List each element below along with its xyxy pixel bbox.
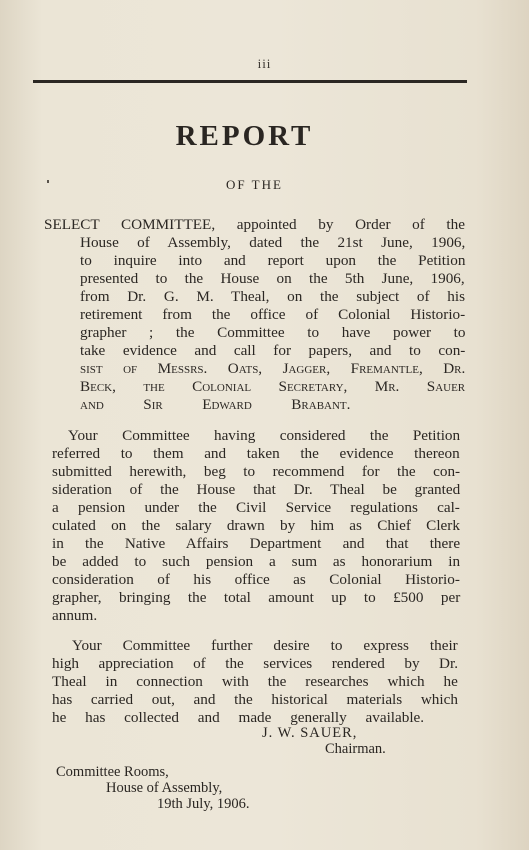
venue-date: 19th July, 1906.: [157, 796, 250, 812]
report-subtitle: OF THE: [226, 177, 283, 192]
header-rule: [33, 80, 467, 83]
paragraph-line: high appreciation of the services rendered by Dr.: [52, 655, 459, 672]
venue-line: House of Assembly,: [106, 780, 223, 796]
paragraph-line: a pension under the Civil Service regulations cal-: [52, 499, 460, 516]
paragraph-line: he has collected and made generally available.: [52, 709, 425, 726]
ink-speck: [47, 180, 49, 183]
paragraph-line: in the Native Affairs Department and that there: [52, 535, 461, 552]
paragraph-line: consideration of his office as Colonial Historio-: [52, 571, 460, 588]
preamble-line: retirement from the office of Colonial Historio-: [80, 306, 466, 323]
preamble-line: to inquire into and report upon the Petition: [80, 252, 466, 269]
preamble-line: Beck, the Colonial Secretary, Mr. Sauer: [80, 378, 466, 395]
preamble-line: grapher ; the Committee to have power to: [80, 324, 466, 341]
paragraph-line: referred to them and taken the evidence thereon: [52, 445, 460, 462]
paragraph-line: annum.: [52, 607, 98, 624]
preamble-line: and Sir Edward Brabant.: [80, 396, 351, 413]
paragraph-line: be added to such pension a sum as honorarium in: [52, 553, 461, 570]
venue-line: Committee Rooms,: [56, 764, 169, 780]
preamble-line: presented to the House on the 5th June, 1906,: [80, 270, 465, 287]
signatory-role: Chairman.: [325, 741, 386, 757]
paragraph-line: submitted herewith, beg to recommend for the con-: [52, 463, 461, 480]
paragraph-line: Your Committee further desire to express their: [72, 637, 458, 654]
paragraph-line: grapher, bringing the total amount up to £500 per: [52, 589, 461, 606]
preamble-line: take evidence and call for papers, and to con-: [80, 342, 466, 359]
preamble-line: sist of Messrs. Oats, Jagger, Fremantle, Dr.: [80, 360, 466, 377]
paragraph-line: Your Committee having considered the Petition: [68, 427, 461, 444]
preamble-line: from Dr. G. M. Theal, on the subject of his: [80, 288, 465, 305]
paragraph-line: culated on the salary drawn by him as Chief Clerk: [52, 517, 460, 534]
paragraph-line: has carried out, and the historical materials which: [52, 691, 458, 708]
preamble-line: House of Assembly, dated the 21st June, 1906,: [80, 234, 466, 251]
paragraph-line: sideration of the House that Dr. Theal be granted: [52, 481, 461, 498]
report-title: REPORT: [175, 120, 314, 152]
preamble-line: SELECT COMMITTEE, appointed by Order of the: [44, 216, 465, 233]
page-number: iii: [257, 56, 272, 71]
signatory-name: J. W. SAUER,: [262, 725, 358, 741]
paragraph-line: Theal in connection with the researches which he: [52, 673, 458, 690]
